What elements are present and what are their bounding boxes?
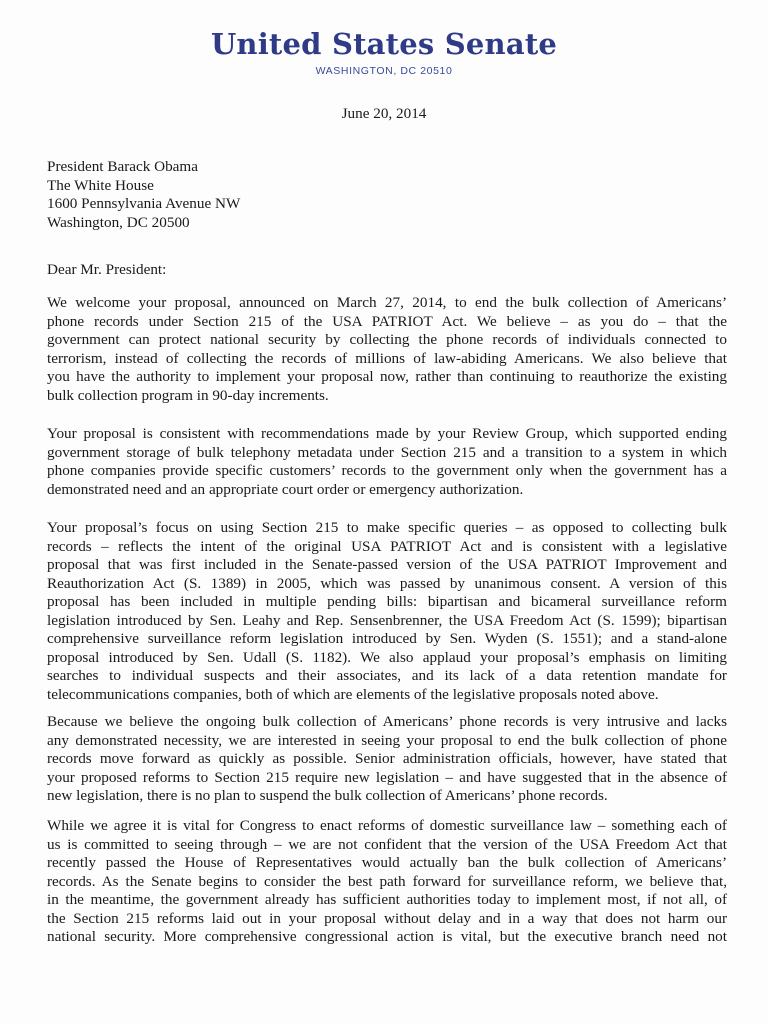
paragraph-line: legislation introduced by Sen. Leahy and Rep. Sensenbrenner, the USA Freedom Act (S. 1599); bipartisan: [47, 611, 727, 629]
paragraph-line: Your proposal’s focus on using Section 215 to make specific queries – as opposed to collecting bulk: [47, 519, 727, 536]
paragraph-line: comprehensive surveillance reform legislation introduced by Sen. Wyden (S. 1551); and a stand-alone: [47, 630, 727, 647]
paragraph-line: terrorism, instead of collecting the records of millions of law-abiding Americans. We also believe that: [47, 349, 727, 367]
paragraph-line: records. As the Senate begins to consider the best path forward for surveillance reform, we believe that,: [47, 872, 727, 890]
letterhead-title: United States Senate: [210, 27, 558, 61]
recipient-line: President Barack Obama: [47, 158, 198, 175]
paragraph-line: Because we believe the ongoing bulk collection of Americans’ phone records is very intrusive and lacks: [47, 713, 727, 730]
recipient-address: [47, 158, 727, 232]
paragraph-line: records – reflects the intent of the original USA PATRIOT Act and is consistent with a legislative: [47, 537, 727, 555]
paragraph-line: you have the authority to implement your proposal now, rather than continuing to reauthorize the existing: [47, 368, 727, 385]
paragraph-line: telecommunications companies, both of which are elements of the legislative proposals noted above.: [47, 685, 659, 703]
paragraph-line: national security. More comprehensive congressional action is vital, but the executive branch need not: [47, 928, 727, 945]
paragraph-line: proposal has been included in multiple pending bills: bipartisan and bicameral surveillance reform: [47, 593, 727, 610]
recipient-line: The White House: [47, 176, 154, 194]
paragraph-line: your proposed reforms to Section 215 require new legislation – and have suggested that in the absence of: [47, 768, 727, 786]
paragraph: [47, 294, 727, 405]
paragraph-line: phone companies provide specific customers’ records to the government only when the government has a: [47, 462, 727, 479]
letterhead-address: WASHINGTON, DC 20510: [315, 65, 453, 77]
paragraph-line: the Section 215 reforms laid out in your proposal without delay and in a way that does not harm our: [47, 909, 727, 927]
recipient-line: Washington, DC 20500: [47, 213, 190, 231]
paragraph-line: Reauthorization Act (S. 1389) in 2005, which was passed by unanimous consent. A version of this: [47, 574, 727, 592]
letter-date: June 20, 2014: [341, 105, 427, 122]
paragraph-line: proposal that was first included in the Senate-passed version of the USA PATRIOT Improvement and: [47, 556, 727, 573]
paragraph: [47, 519, 727, 704]
paragraph-line: proposal introduced by Sen. Udall (S. 1182). We also applaud your proposal’s emphasis on limiting: [47, 648, 727, 666]
recipient-line: 1600 Pennsylvania Avenue NW: [47, 195, 241, 212]
paragraph-line: phone records under Section 215 of the USA PATRIOT Act. We believe – as you do – that the: [47, 312, 727, 330]
paragraph-line: in the meantime, the government already has sufficient authorities today to implement most, if not all, of: [47, 891, 727, 908]
paragraph-line: While we agree it is vital for Congress to enact reforms of domestic surveillance law – something each of: [47, 817, 727, 834]
paragraph-line: searches to individual suspects and their associates, and its lack of a data retention mandate for: [47, 667, 727, 684]
paragraph-line: bulk collection program in 90-day increments.: [47, 386, 329, 404]
paragraph: [47, 425, 727, 499]
paragraph-line: demonstrated need and an appropriate court order or emergency authorization.: [47, 480, 524, 498]
paragraph-line: government storage of bulk telephony metadata under Section 215 and a transition to a system in which: [47, 443, 727, 461]
paragraph-line: We welcome your proposal, announced on March 27, 2014, to end the bulk collection of Americans’: [47, 294, 727, 311]
paragraph-line: new legislation, there is no plan to suspend the bulk collection of Americans’ phone records.: [47, 787, 608, 804]
paragraph-line: recently passed the House of Representatives would actually ban the bulk collection of Americans’: [47, 854, 727, 871]
paragraph-line: us is committed to seeing through – we are not confident that the version of the USA Freedom Act that: [47, 835, 727, 853]
paragraph: [47, 817, 727, 947]
paragraph-line: Your proposal is consistent with recommendations made by your Review Group, which supported ending: [47, 425, 727, 442]
paragraph-line: government can protect national security by collecting the phone records of individuals connected to: [47, 331, 727, 348]
paragraph-line: records move forward as quickly as possible. Senior administration officials, however, have stated that: [47, 750, 727, 767]
paragraph-line: any demonstrated necessity, we are interested in seeing your proposal to end the bulk collection of phone: [47, 731, 727, 749]
salutation: Dear Mr. President:: [47, 261, 167, 278]
paragraph: [47, 713, 727, 806]
